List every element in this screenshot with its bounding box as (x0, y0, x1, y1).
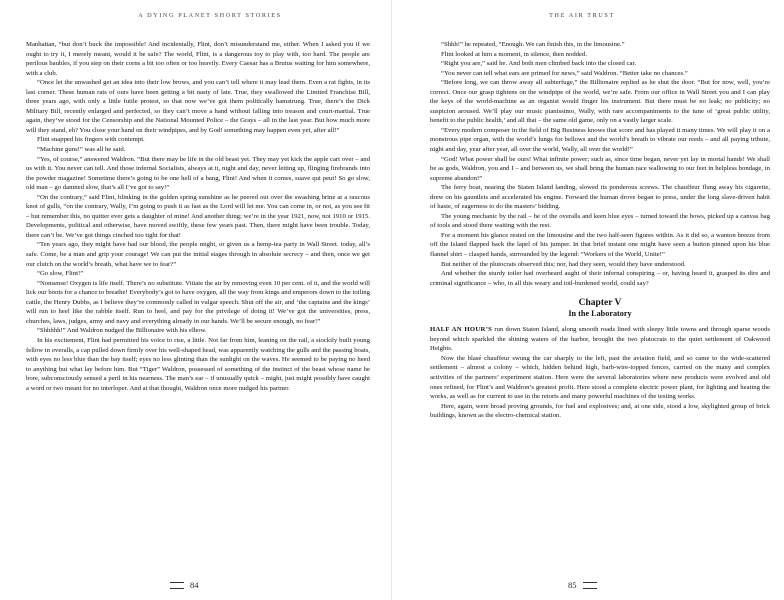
running-head-left: A DYING PLANET SHORT STORIES (138, 12, 282, 19)
folio-left (170, 580, 199, 590)
chapter-heading (430, 298, 770, 319)
paragraph: “Shhhhh!” And Waldron nudged the Billionaire with his elbow. (37, 327, 207, 335)
chapter-number: Chapter V (578, 298, 622, 309)
paragraph: “Yes, of course,” answered Waldron. “But there may be life in the old beast yet. They may yet kick the apple cart over – and us with it. You never can tell. And those infernal Socialists, always at it, night and day, never letting up, flinging firebrands into the powder magazine! Sometime there’s going to be one hell of a bang, Flint! And when it comes, suave qui peut! So go slow, old man – go damned slow, that’s all I’ve got to say!” (26, 155, 370, 192)
paragraph: “On the contrary,” said Flint, blinking in the golden spring sunshine as he peered out over the swashing brine at a raucous knot of gulls, “on the contrary, Wally, I’m going to push it as fast as the Lord will let me. You can come in, or not, as you see fit – but remember this, no quitter ever gets a daughter of mine! And another thing; we’re in the year 1921, now, not 1910 or 1915. Developments, political and otherwise, have moved swiftly, these few years past. Then, there might have been trouble. Today, there can’t be. We’ve got things cinched too tight for that! (26, 193, 370, 239)
paragraph: “Once let the unwashed get an idea into their low brows, and you can’t tell where it may lead them. Even a rat fights, in its last corner. These human rats of ours have been getting a bit nasty of late. True, they swallowed the Limited Franchise Bill, three years ago, with only a little futile protest, so that now we’ve got them politically hamstrung. True, there’s the Dick Military Bill, recently enlarged and perfected, so they can’t move a hand without falling into treason and court-martial. True again, they’ve stood for the Censorship and the National Mounted Police – the Grays – all in the last year. But how much more will they stand, eh? You close your hand on their windpipes, and by God! something may happen even yet, after all!” (26, 79, 370, 134)
paragraph: “Shhh!” he repeated, “Enough. We can finish this, in the limousine.” (441, 41, 625, 48)
page-number-right: 85 (568, 580, 577, 590)
chapter-lead-in: HALF AN HOUR’S (430, 326, 493, 334)
paragraph: “God! What power shall be ours! What infinite power; such as, since time began, never yet lay in mortal hands! We shall be as gods, Waldron, you and I – and between us, we shall bring the human race wallowing to our feet in helpless bondage, in supreme abandon!” (430, 155, 770, 182)
paragraph: The ferry boat, nearing the Staten Island landing, slowed its ponderous screws. The chauffeur flung away his cigarette, drew on his gauntlets and accelerated his engine. Forward the human drove began to press, under the long slave-driven habit of haste, of eagerness to do the masters’ bidding. (430, 184, 770, 211)
paragraph: In his excitement, Flint had permitted his voice to rise, a little. Not far from him, leaning on the rail, a stockily built young fellow in overalls, a cap pulled down firmly over his well-shaped head, was apparently watching the gulls and the passing boats, with eyes no less blue than the bay itself; eyes no less glinting than the sunlight on the waves. He seemed to be paying no heed to anything but what lay before him. But “Tiger” Waldron, possessed of something of the instinct of the beast whose name he bore, subconsciously sensed a peril in his nearness. The man’s ear – if unusually quick – might, just might possibly have caught a word or two meant for no interloper. And at that thought, Waldron once more nudged his partner. (26, 336, 370, 392)
paragraph: Flint snapped his fingers with contempt. (37, 136, 145, 144)
paragraph: “Before long, we can throw away all subterfuge,” the Billionaire replied as he shut the door. “But for now, well, you’re correct. Once our grasp tightens on the windpipe of the world, we’re safe. From our office in Wall Street you and I can play the keys of the world-machine as an organist would finger his instrument. But there must be no leak; no publicity; no suspicion aroused. We’ll play our music pianissimo, Wally, with rare accompaniments to the tune of ‘great public utility, benefit to the public health,’ and all that – the same old game, only on a vastly larger scale. (430, 79, 770, 125)
paragraph: “Go slow, Flint!” (37, 270, 84, 278)
running-head-right: THE AIR TRUST (549, 12, 615, 19)
paragraph: “Every modern composer in the field of Big Business knows that score and has played it many times. We will play it on a monstrous pipe organ, with the world’s lungs for bellows and the world’s breath to vibrate our reeds – and all paying tribute, night and day, year after year, all over the world, Wally, all over the world!” (430, 126, 770, 154)
paragraph: “Ten years ago, they might have had our blood, the people might, or given us a hemp-tea party in Wall Street. today, all’s safe. Come, be a man and grip your courage! We can put the initial stages through in absolute secrecy – and then, once we get our clutch on the world’s breath, what have we to fear?” (26, 241, 370, 268)
folio-right (568, 580, 597, 590)
paragraph: “Right you are,” said he. And both men climbed back into the closed car. (441, 60, 636, 68)
ornament-icon (170, 582, 184, 589)
paragraph: Manhattan, “but don’t buck the impossible! And incidentally, Flint, don’t misunderstand me, either. When I asked you if we ought to try it, I merely meant, would it be safe? The world, Flint, is a dangerous toy to play with, too hard. The people are perilous baubles, if you step on their corns a bit too often or too heavily. Every Caesar has a Brutus waiting for him somewhere, with a club. (26, 41, 370, 77)
paragraph: “Nonsense! Oxygen is life itself. There’s no substitute. Vitiate the air by removing even 10 per cent. of it, and the world will lick our boots for a chance to breathe! Everybody’s got to have oxygen, all the way from kings and emperors down to the toiling cattle, the Henry Dubbs, as I believe they’re commonly called in vulgar speech. Shut off the air, and ‘the captains and the kings’ will run to heel like the rabble itself. Run to heel, and pay for the privilege of doing it! We’ve got the universities, press, churches, laws, judges, army and navy and everything already in our hands. We’ll be secure enough, no fear!” (26, 279, 370, 325)
ornament-icon (583, 582, 597, 589)
chapter-first-paragraph-text: run down Staten Island, along smooth roads lined with sleepy little towns and through sparse woods beyond which sparkled the shining waters of the harbor, brought the two plutocrats to the quiet settlement of Oakwood Heights. (430, 326, 771, 353)
right-page-paragraphs-after (430, 354, 770, 421)
paragraph: Here, again, were broad proving grounds, for fuel and explosives; and, at one side, stood a low, skylighted group of brick buildings, known as the electro-chemical station. (430, 402, 770, 420)
paragraph: The young mechanic by the rail – he of the overalls and keen blue eyes – turned toward the bows, picked up a canvas bag of tools and stood there waiting with the rest. (430, 212, 770, 230)
paragraph: Now the blasé chauffeur swung the car sharply to the left, past the aviation field, and so came to the wide-scattered settlement – almost a colony – which, hidden behind high, barb-wire-topped fences, carried on the many and complex activities of the partners’ experiment station. Here were the several laboratories where new products were evolved and old ones refined, for Flint’s and Waldron’s greatest profit. Here stood a complete electric power plant, for lighting and heating the works, as well as for current to use in the retorts and many powerful machines of the testing works. (430, 354, 770, 401)
paragraph: For a moment his glance rested on the limousine and the two half-seen figures within. As it did so, a wanton breeze from off the Island flapped back the lapel of his jumper. In that brief instant one might have seen a button pinned upon his blue flannel shirt – clasped hands, surrounded by the legend: “Workers of the World, Unite!” (430, 231, 770, 259)
right-page-paragraphs-before (430, 40, 770, 288)
right-page (392, 0, 784, 600)
page-number-left: 84 (190, 580, 199, 590)
right-page-body (430, 40, 770, 421)
chapter-title: In the Laboratory (568, 309, 632, 319)
paragraph: And whether the sturdy toiler had overheard aught of their infernal conspiring – or, having heard it, grasped its dire and criminal significance – who, in all this weary and toil-burdened world, could say? (430, 270, 770, 287)
paragraph: “Machine guns!” was all he said. (37, 146, 126, 154)
chapter-first-paragraph (430, 325, 770, 354)
left-page-body (26, 40, 370, 393)
paragraph: Flint looked at him a moment, in silence, then nodded. (441, 50, 587, 58)
paragraph: “You never can tell what ears are primed for news,” said Waldron. “Better take no chances.” (441, 69, 688, 77)
paragraph: But neither of the plutocrats observed this; nor, had they seen, would they have understood. (441, 260, 686, 268)
